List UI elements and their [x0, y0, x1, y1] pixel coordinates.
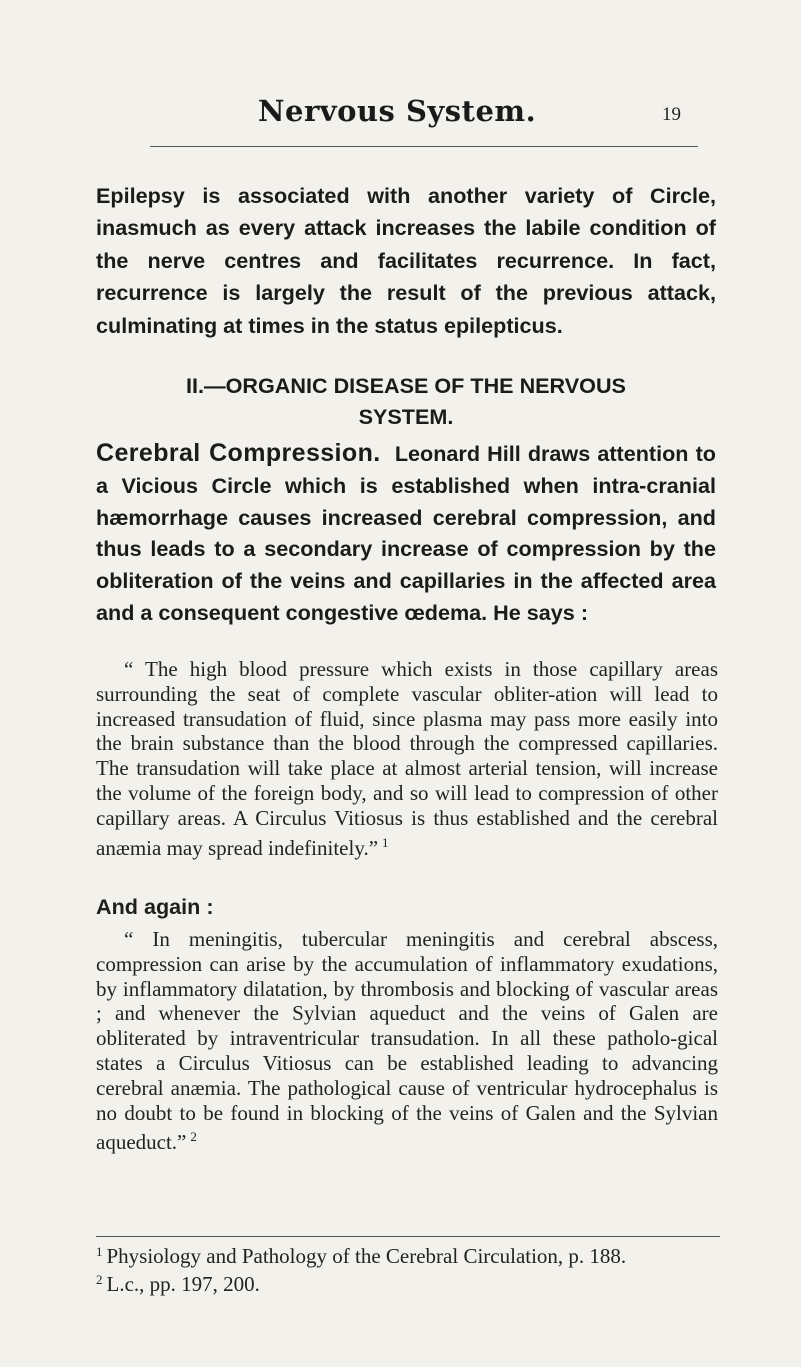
footnote-ref-1: 1 — [382, 834, 389, 850]
footnote-2 — [96, 1268, 720, 1296]
paragraph-cerebral-compression-text: Leonard Hill draws attention to a Vicious Circle which is established when intra-cranial hæmorrhage causes increased cerebral compression, and thus leads to a secondary increase of compression by the obliteration of the veins and capillaries in the affected area and a consequent congestive œdema. He says : — [96, 441, 716, 625]
quotation-2 — [96, 927, 718, 1155]
and-again-line: And again : — [96, 894, 214, 919]
paragraph-cerebral-compression — [96, 438, 716, 629]
footnote-rule — [96, 1236, 720, 1237]
footnote-1-text: Physiology and Pathology of the Cerebral Circulation, p. 188. — [106, 1244, 627, 1268]
page-number: 19 — [662, 104, 681, 125]
section-heading — [96, 370, 716, 432]
footnotes — [96, 1240, 720, 1296]
footnote-1-marker: 1 — [96, 1244, 103, 1259]
running-title: Nervous System. — [258, 94, 537, 128]
run-in-heading: Cerebral Compression. — [96, 439, 381, 467]
footnote-ref-2: 2 — [190, 1129, 197, 1145]
footnote-2-marker: 2 — [96, 1272, 103, 1287]
running-head — [150, 68, 720, 148]
quotation-2-text: “ In meningitis, tubercular meningitis and cerebral abscess, compression can arise by the accumulation of inflammatory exudations, by inflammatory dilatation, by thrombosis and blocking of vascular areas ; and whenever the Sylvian aqueduct and the veins of Galen are obliterated by intraventricular transudation. In all these patholo-gical states a Circulus Vitiosus can be established leading to advancing cerebral anæmia. The pathological cause of ventricular hydrocephalus is no doubt to be found in blocking of the veins of Galen and the Sylvian aqueduct.” — [96, 927, 718, 1155]
section-heading-line-2: SYSTEM. — [358, 404, 454, 429]
footnote-1 — [96, 1240, 720, 1268]
footnote-2-text: L.c., pp. 197, 200. — [106, 1272, 260, 1296]
quotation-1 — [96, 657, 718, 860]
header-rule — [150, 146, 698, 147]
section-heading-line-1: II.—ORGANIC DISEASE OF THE NERVOUS — [186, 373, 626, 398]
quotation-1-text: “ The high blood pressure which exists in those capillary areas surrounding the seat of complete vascular obliter-ation will lead to increased transudation of fluid, since plasma may pass more easily into the brain substance than the blood through the compressed capillaries. The transudation will take place at almost arterial tension, will increase the volume of the foreign body, and so will lead to compression of other capillary areas. A Circulus Vitiosus is thus established and the cerebral anæmia may spread indefinitely.” — [96, 657, 718, 860]
paragraph-epilepsy: Epilepsy is associated with another variety of Circle, inasmuch as every attack increases the labile condition of the nerve centres and facilitates recurrence. In fact, recurrence is largely the result of the previous attack, culminating at times in the status epilepticus. — [96, 183, 716, 338]
